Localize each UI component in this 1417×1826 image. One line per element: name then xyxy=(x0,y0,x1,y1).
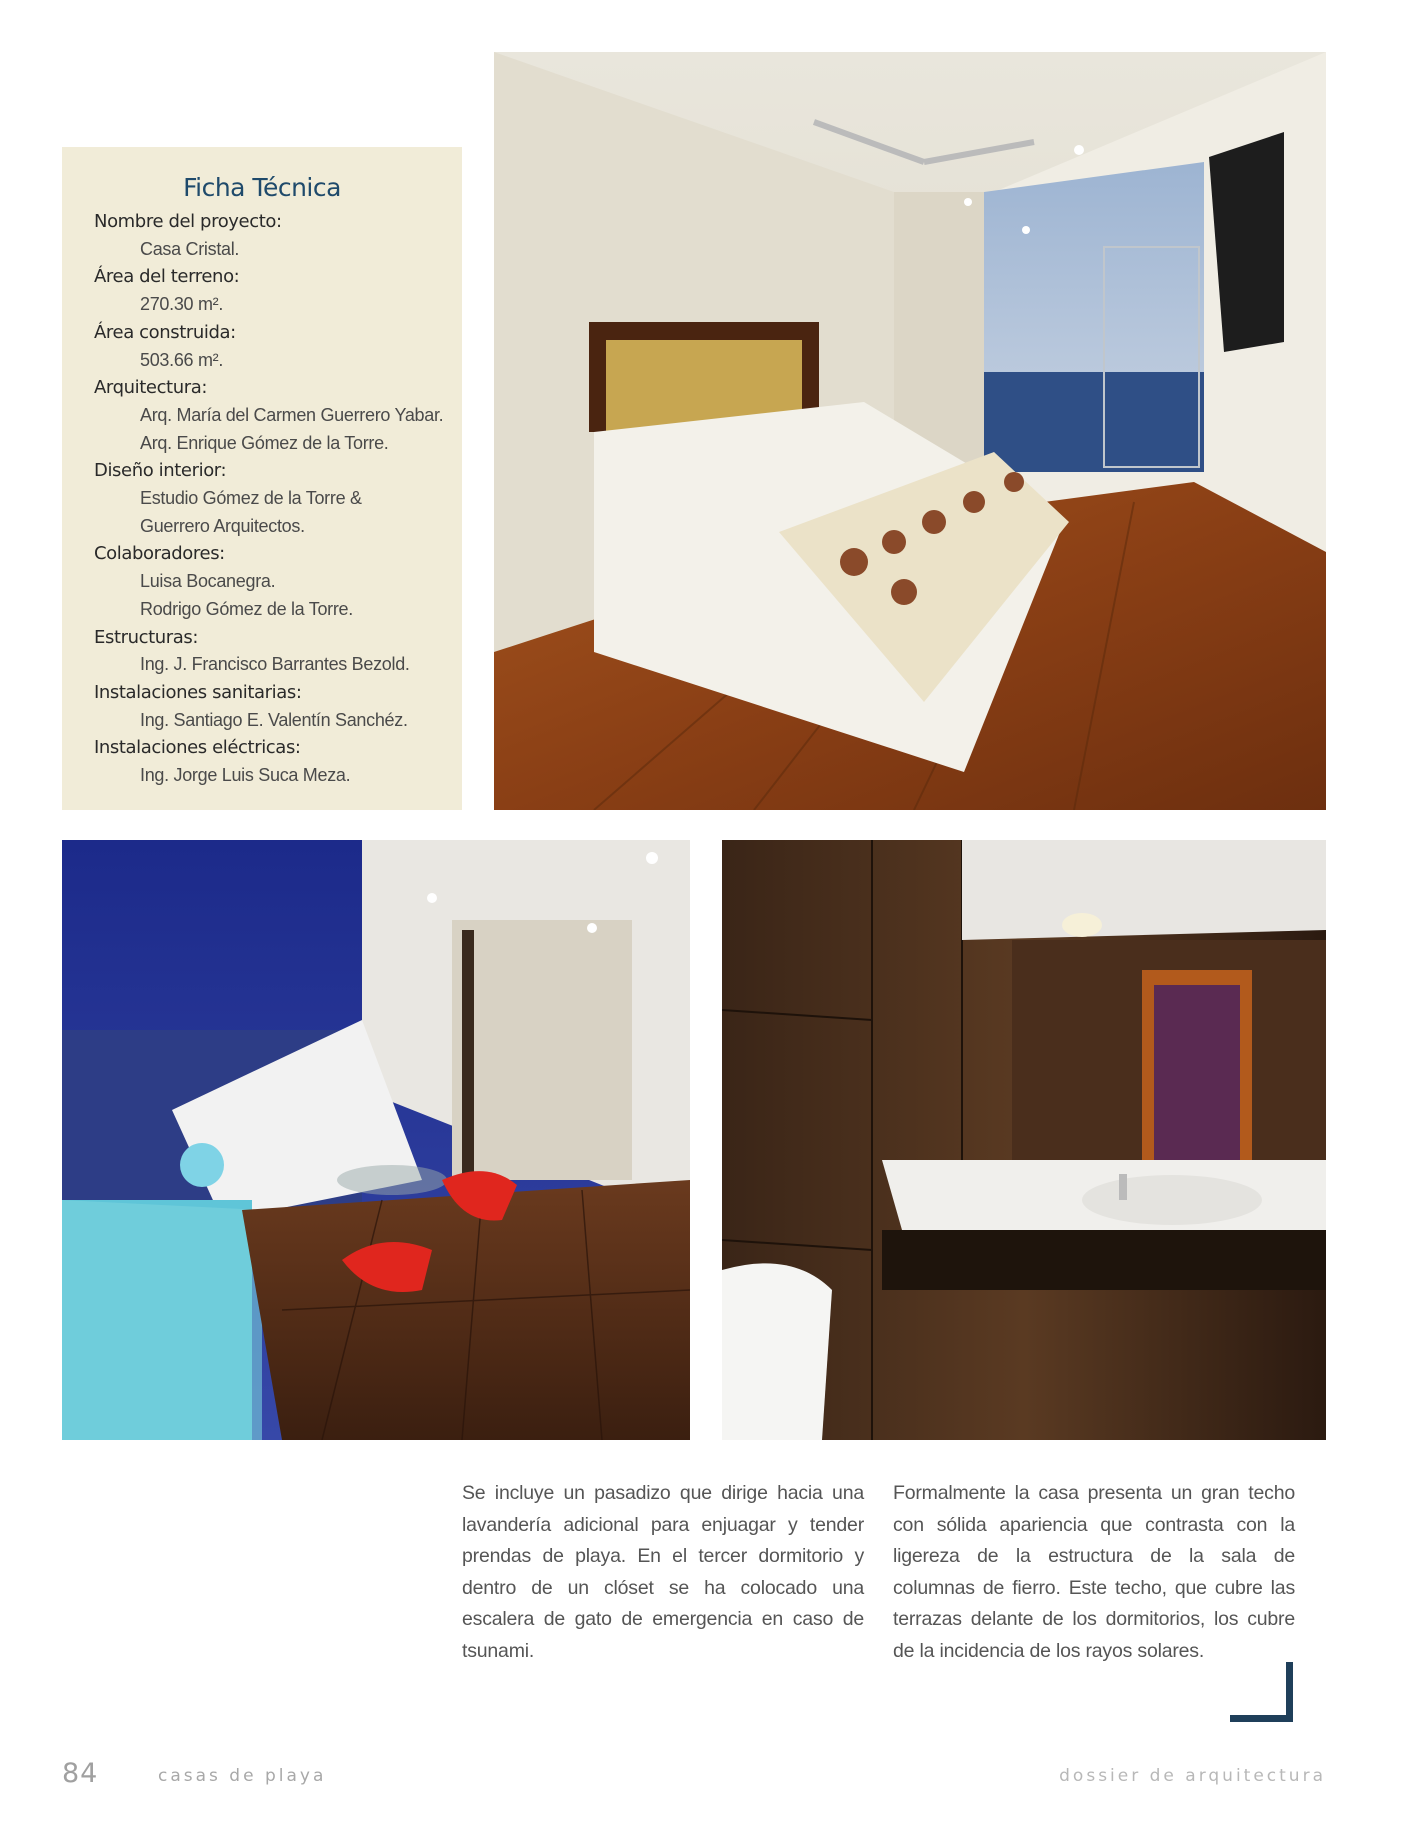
ficha-label: Nombre del proyecto: xyxy=(94,211,282,232)
terrace-photo xyxy=(62,840,690,1440)
section-name: dossier de arquitectura xyxy=(1059,1766,1326,1786)
ficha-value: 503.66 m². xyxy=(140,349,224,370)
ficha-value: Arq. María del Carmen Guerrero Yabar. xyxy=(140,404,444,425)
ficha-tecnica-panel xyxy=(62,147,462,810)
ficha-value: Ing. Jorge Luis Suca Meza. xyxy=(140,765,351,786)
ficha-row xyxy=(94,208,462,263)
publication-name: casas de playa xyxy=(158,1766,327,1786)
ficha-label: Arquitectura: xyxy=(94,377,208,399)
page-number: 84 xyxy=(62,1758,99,1789)
corner-mark-vertical xyxy=(1286,1662,1293,1722)
corner-mark xyxy=(1230,1662,1293,1722)
ficha-value: Luisa Bocanegra. xyxy=(140,571,276,592)
ficha-label: Instalaciones eléctricas: xyxy=(94,737,301,759)
ficha-row xyxy=(94,263,462,318)
ficha-value: Casa Cristal. xyxy=(140,238,240,259)
ficha-row xyxy=(94,319,462,374)
ficha-value: Estudio Gómez de la Torre & xyxy=(140,488,362,509)
ficha-value: 270.30 m². xyxy=(140,294,224,315)
ficha-row xyxy=(94,457,462,540)
ficha-row xyxy=(94,374,462,457)
ficha-label: Instalaciones sanitarias: xyxy=(94,681,302,703)
body-text-column-1: Se incluye un pasadizo que dirige hacia una lavandería adicional para enjuagar y tender prendas de playa. En el tercer dormitorio y dentro de un clóset se ha colocado una escalera de gato de emergencia en caso de tsunami. xyxy=(462,1482,864,1662)
ficha-label: Estructuras: xyxy=(94,626,199,648)
ficha-row xyxy=(94,679,462,734)
ficha-label: Área del terreno: xyxy=(94,266,240,288)
ficha-row xyxy=(94,734,462,789)
ficha-label: Área construida: xyxy=(94,321,236,343)
ficha-value: Ing. Santiago E. Valentín Sanchéz. xyxy=(140,709,408,730)
ficha-row xyxy=(94,624,462,679)
body-text-column-2: Formalmente la casa presenta un gran techo con sólida apariencia que contrasta con la ligereza de la estructura de la sala de columnas de fierro. Este techo, que cubre las terrazas delante de los dormitorios, los cubre de la incidencia de los rayos solares. xyxy=(893,1482,1295,1662)
ficha-value: Ing. J. Francisco Barrantes Bezold. xyxy=(140,654,410,675)
ficha-value: Rodrigo Gómez de la Torre. xyxy=(140,598,353,619)
corner-mark-horizontal xyxy=(1230,1715,1293,1722)
ficha-value: Arq. Enrique Gómez de la Torre. xyxy=(140,432,389,453)
ficha-row xyxy=(94,540,462,623)
ficha-title: Ficha Técnica xyxy=(183,173,341,202)
ficha-label: Colaboradores: xyxy=(94,543,225,565)
bedroom-photo xyxy=(494,52,1326,810)
ficha-label: Diseño interior: xyxy=(94,460,227,482)
ficha-rows xyxy=(94,208,462,790)
bathroom-photo xyxy=(722,840,1326,1440)
ficha-value: Guerrero Arquitectos. xyxy=(140,515,305,536)
